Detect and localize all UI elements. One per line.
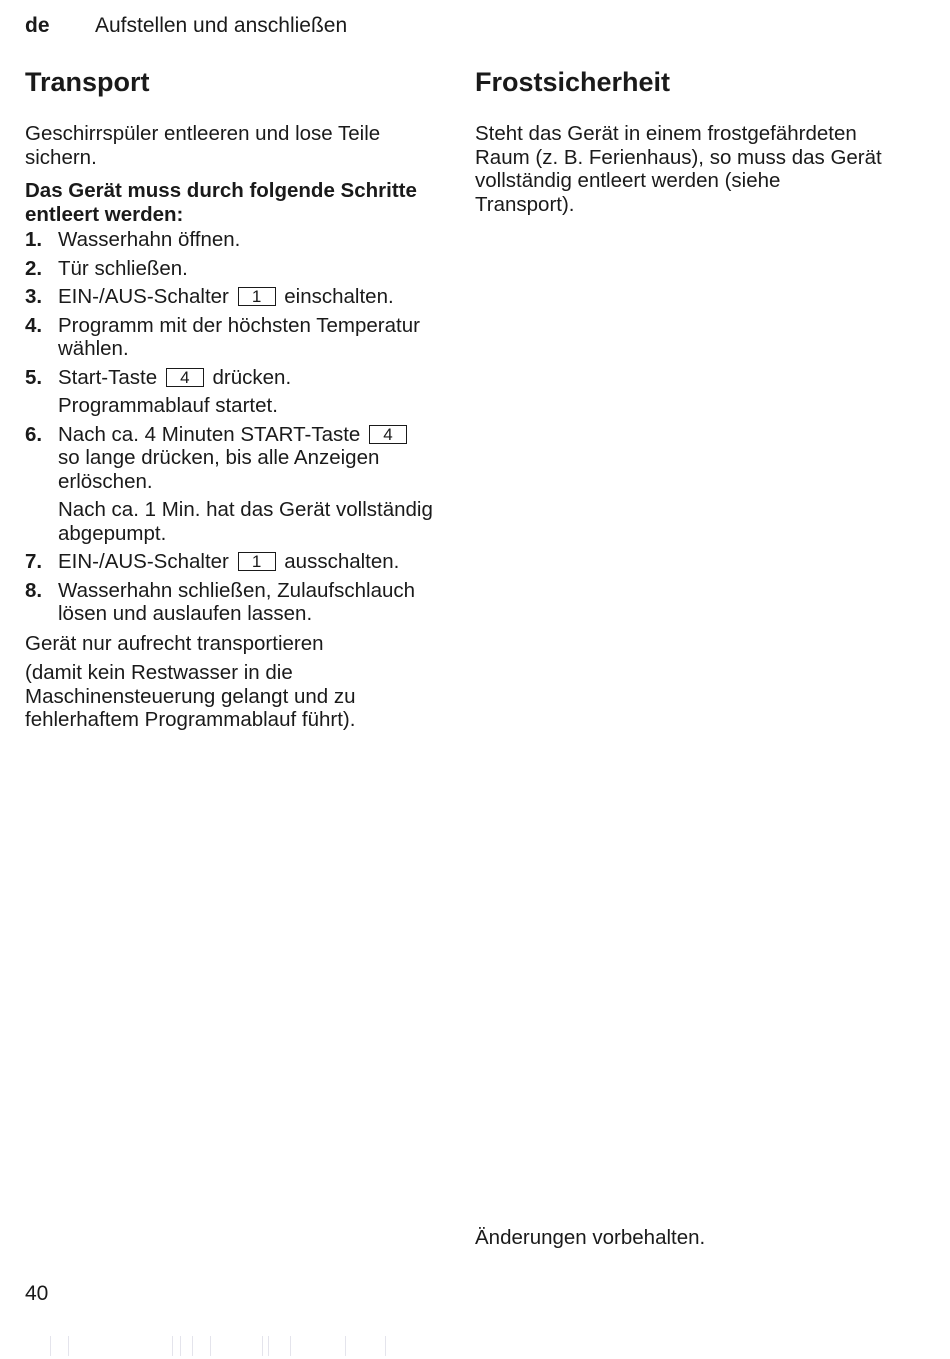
transport-note: Gerät nur aufrecht transportieren xyxy=(25,631,324,655)
list-item xyxy=(25,423,435,546)
step-number: 3. xyxy=(25,285,43,308)
step-text: EIN-/AUS-Schalter xyxy=(58,550,235,573)
step-text: EIN-/AUS-Schalter xyxy=(58,285,235,308)
key-symbol: 4 xyxy=(369,425,407,444)
section-title: Aufstellen und anschließen xyxy=(95,14,348,37)
step-number: 7. xyxy=(25,550,43,573)
language-code: de xyxy=(25,14,50,37)
step-text: Tür schließen. xyxy=(58,256,188,280)
frost-heading: Frostsicherheit xyxy=(475,67,671,97)
key-symbol: 1 xyxy=(238,552,276,571)
transport-instruction: Das Gerät muss durch folgende Schritte entleert werden: xyxy=(25,179,417,226)
transport-intro: Geschirrspüler entleeren und lose Teile sichern. xyxy=(25,122,381,169)
list-item xyxy=(25,228,435,252)
list-item xyxy=(25,579,435,626)
page-header xyxy=(25,14,347,38)
step-number: 8. xyxy=(25,578,43,602)
transport-heading: Transport xyxy=(25,67,150,97)
step-text: Start-Taste xyxy=(58,365,163,389)
step-text: so lange drücken, bis alle Anzeigen erlöschen. xyxy=(58,446,380,493)
step-number: 2. xyxy=(25,256,43,280)
key-symbol: 1 xyxy=(238,287,276,306)
changes-note: Änderungen vorbehalten. xyxy=(475,1226,706,1249)
step-text: drücken. xyxy=(206,365,292,389)
step-text: Wasserhahn schließen, Zulaufschlauch lösen und auslaufen lassen. xyxy=(58,578,416,625)
step-number: 5. xyxy=(25,365,43,389)
list-item xyxy=(25,366,435,418)
step-result: Programmablauf startet. xyxy=(58,394,278,417)
frost-text: Steht das Gerät in einem frostgefährdeten Raum (z. B. Ferienhaus), so muss das Gerät vollständig entleert werden (siehe Transport). xyxy=(475,122,882,216)
step-text: Wasserhahn öffnen. xyxy=(58,228,241,251)
step-text: Programm mit der höchsten Temperatur wählen. xyxy=(58,313,420,360)
transport-section xyxy=(25,66,435,732)
step-number: 6. xyxy=(25,422,43,446)
step-text: ausschalten. xyxy=(278,550,400,573)
step-text: einschalten. xyxy=(278,285,394,308)
list-item xyxy=(25,257,435,281)
key-symbol: 4 xyxy=(166,368,204,387)
frost-section xyxy=(475,66,885,216)
list-item xyxy=(25,285,435,309)
list-item xyxy=(25,314,435,361)
steps-list xyxy=(25,228,435,626)
step-result: Nach ca. 1 Min. hat das Gerät vollständig abgepumpt. xyxy=(58,498,433,545)
list-item xyxy=(25,550,435,574)
step-number: 4. xyxy=(25,313,43,337)
page-number: 40 xyxy=(25,1282,49,1305)
transport-note-detail: (damit kein Restwasser in die Maschinensteuerung gelangt und zu fehlerhaftem Programmablauf führt). xyxy=(25,661,356,731)
step-text: Nach ca. 4 Minuten START-Taste xyxy=(58,422,367,446)
step-number: 1. xyxy=(25,228,43,251)
